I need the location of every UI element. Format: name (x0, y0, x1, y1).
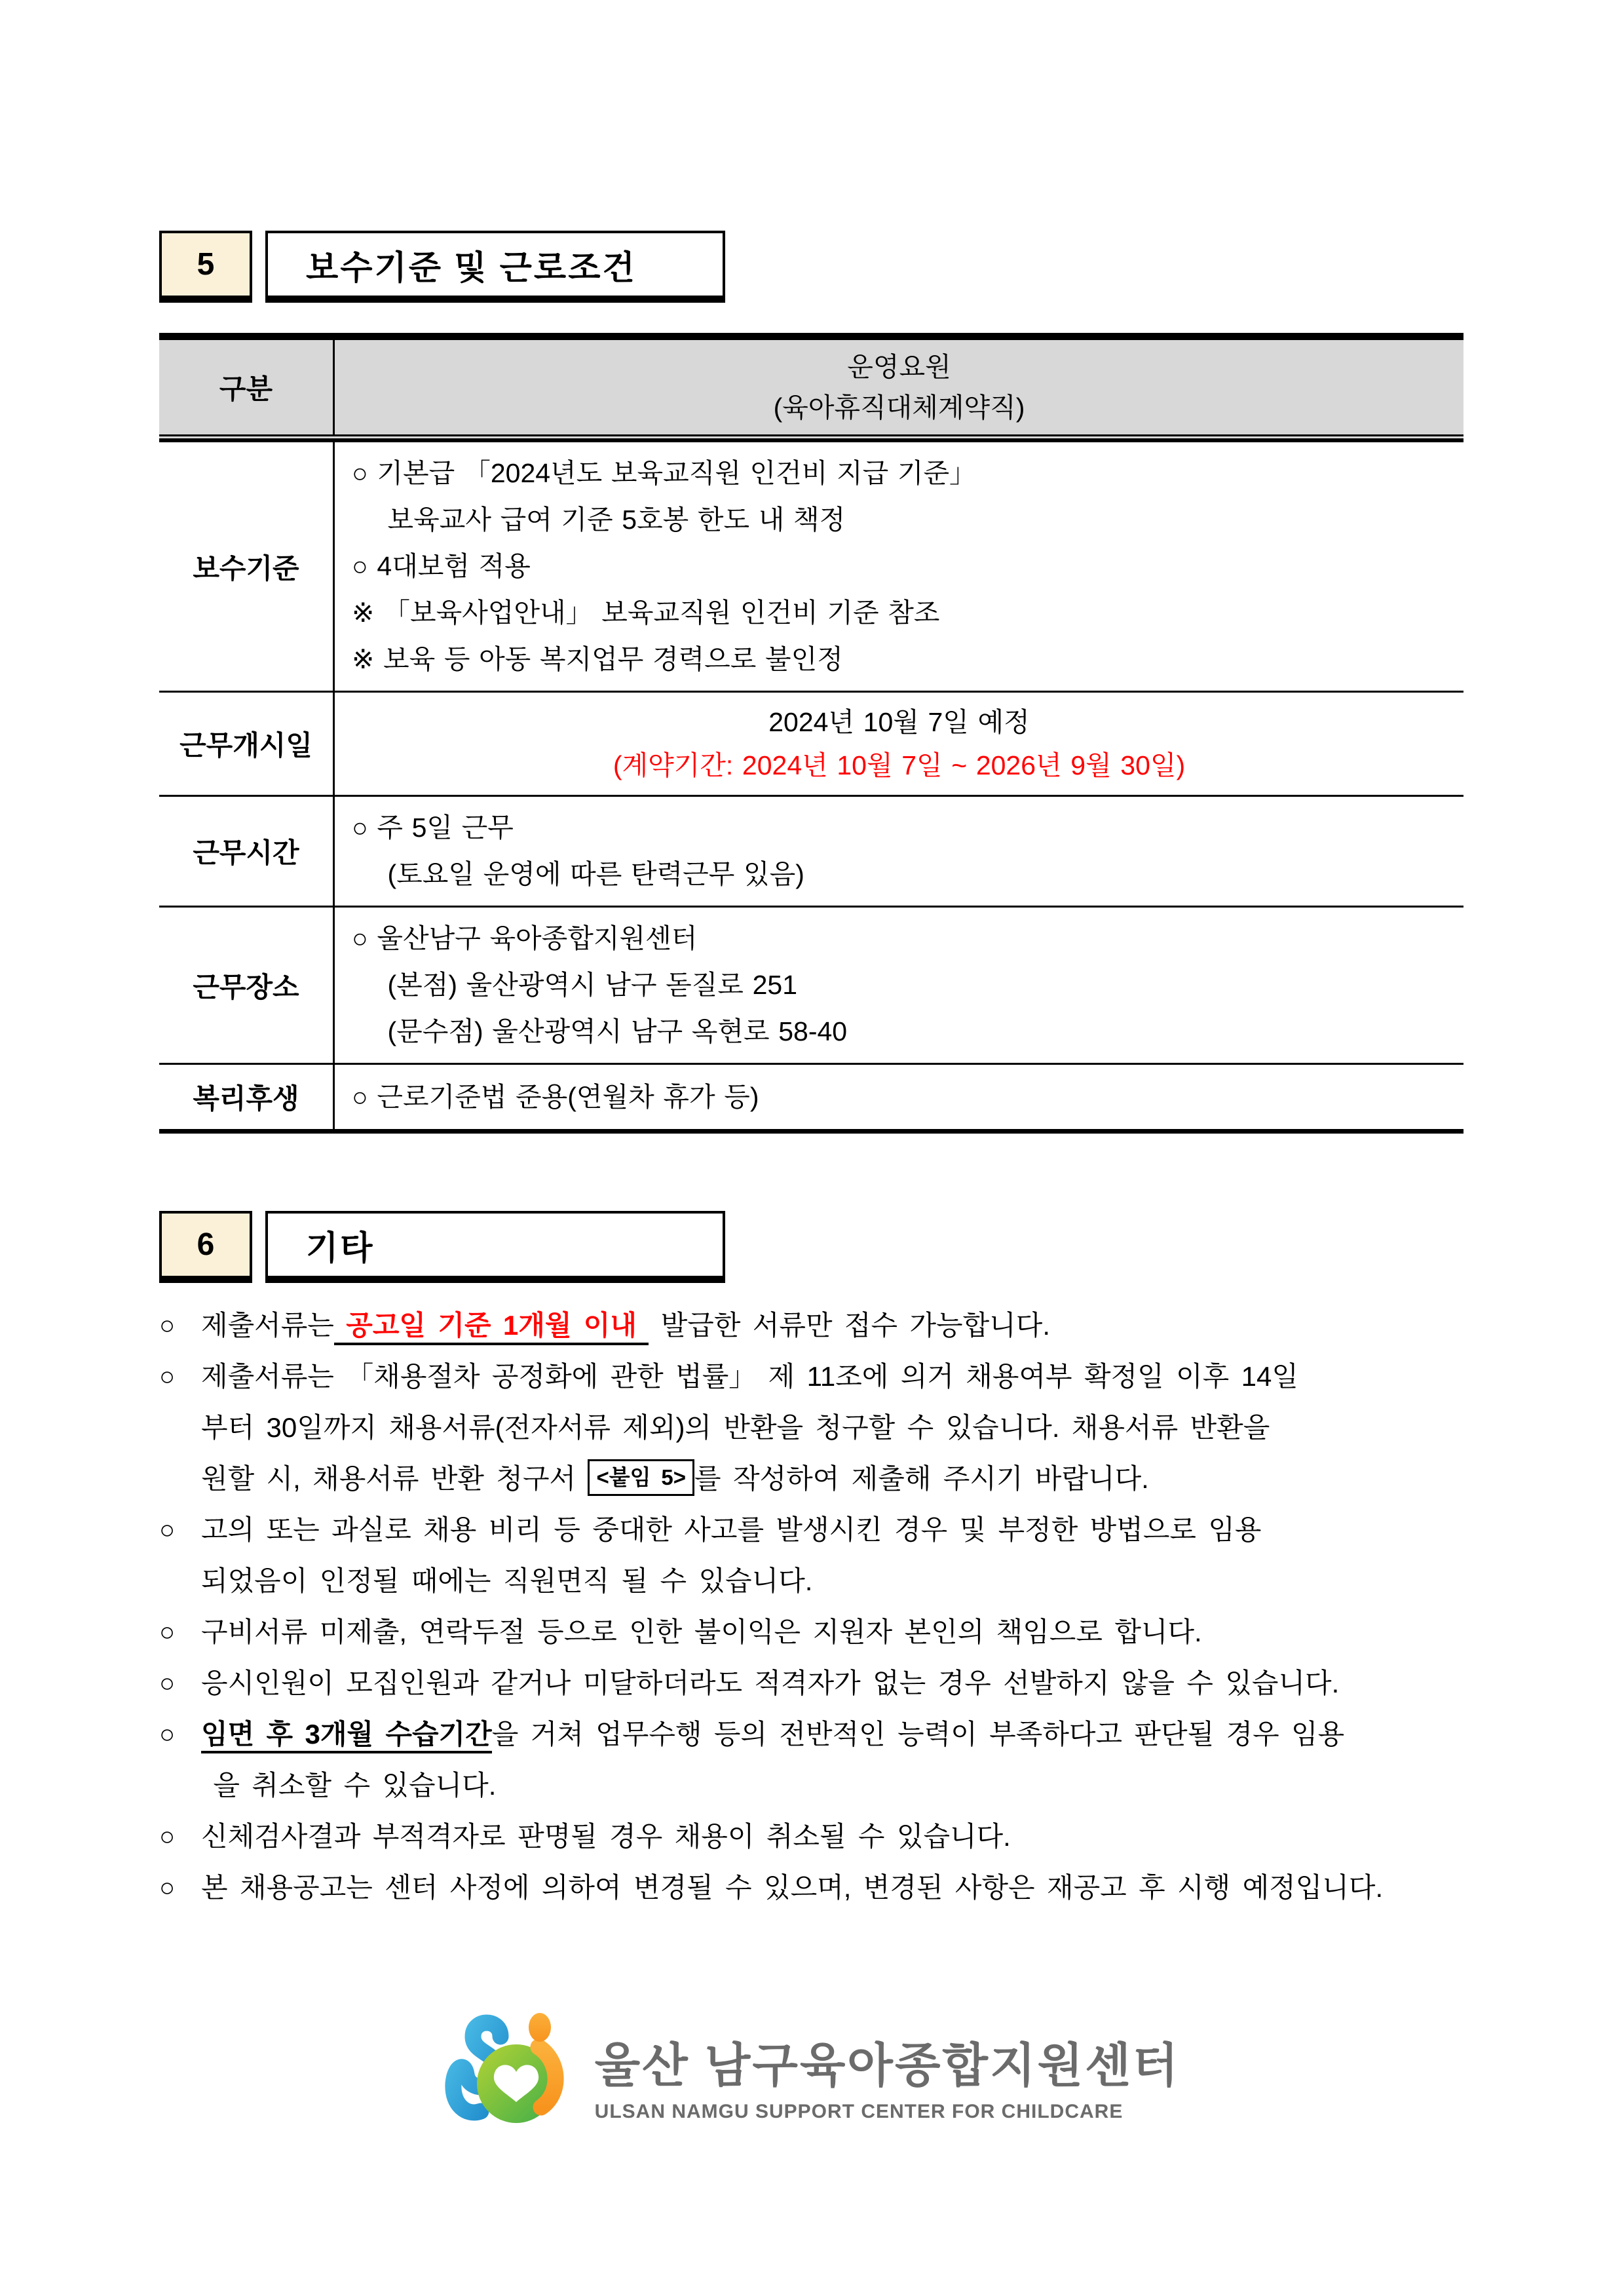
row-content (335, 908, 1463, 1063)
note-line: 제출서류는 공고일 기준 1개월 이내 발급한 서류만 접수 가능합니다. (201, 1300, 1463, 1351)
circle-bullet-icon: ○ (159, 1362, 176, 1391)
compensation-table (159, 333, 1463, 1134)
circle-bullet-icon: ○ (159, 1311, 176, 1340)
note-item-dismissal (159, 1504, 1463, 1607)
section-5-header (159, 231, 1463, 303)
cell-line: ○ 울산남구 육아종합지원센터 (352, 923, 698, 953)
logo-text-block (595, 2027, 1180, 2123)
note-line: 임면 후 3개월 수습기간을 거쳐 업무수행 등의 전반적인 능력이 부족하다고 판단될 경우 임용 (201, 1709, 1463, 1760)
section-5-number-badge: 5 (159, 231, 252, 303)
organization-logo (159, 2006, 1463, 2144)
table-row-welfare (159, 1063, 1463, 1129)
note-item-documents-validity (159, 1300, 1463, 1351)
note-line: 본 채용공고는 센터 사정에 의하여 변경될 수 있으며, 변경된 사항은 재공고 후 시행 예정입니다. (201, 1872, 1384, 1903)
note-line: 부터 30일까지 채용서류(전자서류 제외)의 반환을 청구할 수 있습니다. 채용서류 반환을 (201, 1412, 1270, 1443)
cell-line: (토요일 운영에 따른 탄력근무 있음) (352, 859, 804, 889)
note-item-responsibility (159, 1607, 1463, 1658)
table-row-work-place (159, 906, 1463, 1063)
logo-head-dot (529, 2013, 551, 2042)
table-row-pay-standard (159, 440, 1463, 691)
table-header-row (159, 340, 1463, 440)
table-header-position (335, 340, 1463, 434)
cell-line: ○ 주 5일 근무 (352, 813, 514, 843)
table-header-category: 구분 (159, 340, 335, 434)
note-item-probation (159, 1709, 1463, 1811)
cell-line: ○ 근로기준법 준용(연월차 휴가 등) (352, 1081, 759, 1112)
note-line: 원할 시, 채용서류 반환 청구서 <붙임 5> 를 작성하여 제출해 주시기 바랍니다. (201, 1453, 1463, 1504)
table-header-position-line2: (육아휴직대체계약직) (773, 392, 1025, 423)
row-content (335, 797, 1463, 906)
note-line: 응시인원이 모집인원과 같거나 미달하더라도 적격자가 없는 경우 선발하지 않을 수 있습니다. (201, 1668, 1340, 1698)
note-line: 고의 또는 과실로 채용 비리 등 중대한 사고를 발생시킨 경우 및 부정한 방법으로 임용 (201, 1514, 1262, 1545)
logo-korean-name: 울산 남구육아종합지원센터 (594, 2040, 1180, 2092)
circle-bullet-icon: ○ (159, 1669, 176, 1698)
cell-line: ○ 기본급 「2024년도 보육교직원 인건비 지급 기준」 (352, 458, 977, 488)
section-6-title: 기타 (265, 1211, 725, 1283)
notes-list (159, 1300, 1463, 1913)
note-line: 신체검사결과 부적격자로 판명될 경우 채용이 취소될 수 있습니다. (201, 1821, 1011, 1852)
section-6-number-badge: 6 (159, 1211, 252, 1283)
circle-bullet-icon: ○ (159, 1720, 176, 1749)
row-label: 복리후생 (159, 1065, 335, 1129)
note-item-notice-change (159, 1862, 1463, 1913)
row-content (335, 1065, 1463, 1129)
circle-bullet-icon: ○ (159, 1873, 176, 1902)
cell-line: 보육교사 급여 기준 5호봉 한도 내 책정 (352, 505, 846, 535)
cell-line: (본점) 울산광역시 남구 돋질로 251 (352, 970, 798, 1000)
row-label: 근무개시일 (159, 693, 335, 795)
note-item-no-selection (159, 1658, 1463, 1709)
row-label: 근무장소 (159, 908, 335, 1063)
cell-line: ※ 보육 등 아동 복지업무 경력으로 불인정 (352, 644, 843, 674)
start-date-line: 2024년 10월 7일 예정 (768, 707, 1030, 737)
row-content (335, 442, 1463, 691)
note-line: 구비서류 미제출, 연락두절 등으로 인한 불이익은 지원자 본인의 책임으로 합니다. (201, 1617, 1202, 1647)
table-row-work-hours (159, 795, 1463, 906)
document-content (159, 0, 1463, 2144)
row-label: 보수기준 (159, 442, 335, 691)
circle-bullet-icon: ○ (159, 1516, 176, 1544)
logo-mark-icon (443, 2006, 578, 2144)
row-label: 근무시간 (159, 797, 335, 906)
section-6-header (159, 1211, 1463, 1283)
contract-period-line: (계약기간: 2024년 10월 7일 ~ 2026년 9월 30일) (613, 750, 1186, 780)
circle-bullet-icon: ○ (159, 1822, 176, 1851)
row-content (335, 693, 1463, 795)
section-5-title: 보수기준 및 근로조건 (265, 231, 725, 303)
logo-english-name: ULSAN NAMGU SUPPORT CENTER FOR CHILDCARE (594, 2101, 1124, 2122)
note-item-document-return (159, 1351, 1463, 1504)
highlighted-deadline-text: 공고일 기준 1개월 이내 (334, 1310, 649, 1345)
note-line: 을 취소할 수 있습니다. (213, 1770, 497, 1801)
note-item-physical-exam (159, 1811, 1463, 1862)
table-header-position-line1: 운영요원 (847, 352, 951, 382)
cell-line: ※ 「보육사업안내」 보육교직원 인건비 기준 참조 (352, 598, 940, 628)
cell-line: (문수점) 울산광역시 남구 옥현로 58-40 (352, 1016, 848, 1046)
note-line: 제출서류는 「채용절차 공정화에 관한 법률」 제 11조에 의거 채용여부 확정일 이후 14일 (201, 1361, 1298, 1392)
cell-line: ○ 4대보험 적용 (352, 551, 531, 581)
circle-bullet-icon: ○ (159, 1618, 176, 1647)
probation-emphasis-text: 임면 후 3개월 수습기간 (201, 1719, 492, 1753)
attachment-5-badge: <붙임 5> (588, 1459, 694, 1496)
note-line: 되었음이 인정될 때에는 직원면직 될 수 있습니다. (201, 1565, 813, 1596)
table-row-start-date (159, 691, 1463, 795)
